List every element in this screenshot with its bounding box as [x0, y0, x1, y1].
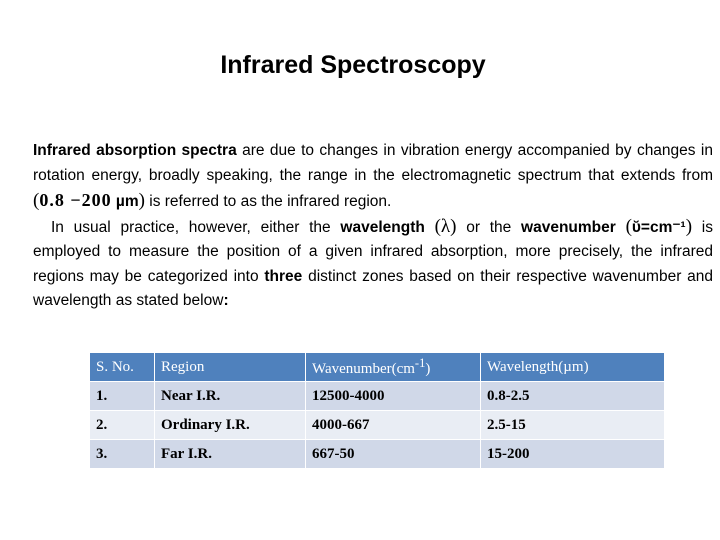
- header-wavelength: Wavelength(µm): [481, 353, 665, 382]
- table-row: [90, 440, 665, 469]
- header-sno: S. No.: [90, 353, 155, 382]
- header-wavenumber-close: ): [425, 361, 431, 377]
- wavenumber-term: wavenumber: [521, 218, 616, 236]
- cell-wavenumber: 667-50: [306, 440, 481, 469]
- header-region: Region: [155, 353, 306, 382]
- cell-region: Far I.R.: [155, 440, 306, 469]
- bold-lead: Infrared absorption spectra: [33, 142, 237, 159]
- wavenumber-close-paren: ): [685, 215, 693, 237]
- cell-wavelength: 15-200: [481, 440, 665, 469]
- header-wavenumber: [306, 353, 481, 382]
- header-wavenumber-sup: -1: [414, 356, 426, 370]
- cell-wavenumber: 12500-4000: [306, 382, 481, 411]
- paragraph-2-text-1: In usual practice, however, either the: [51, 218, 341, 236]
- range-unit: µm: [111, 193, 139, 210]
- paragraph-2-text-2: or the: [456, 218, 522, 236]
- lambda-symbol: (λ): [434, 215, 457, 237]
- table-row: [90, 411, 665, 440]
- cell-region: Ordinary I.R.: [155, 411, 306, 440]
- range-value: 0.8 −200: [39, 190, 112, 210]
- cell-wavelength: 0.8-2.5: [481, 382, 665, 411]
- table-row: [90, 382, 665, 411]
- range-open-paren: (: [33, 190, 40, 211]
- cell-wavenumber: 4000-667: [306, 411, 481, 440]
- paragraph-1: [33, 139, 713, 215]
- wavenumber-symbol: ῠ=cm⁻¹: [631, 218, 686, 236]
- paragraph-1-text-1: are due to changes in vibration energy accompanied by changes in rotation energy, broadly speaking, the range in the electromagnetic spectrum that extends from: [33, 142, 713, 184]
- cell-wavelength: 2.5-15: [481, 411, 665, 440]
- page-title: Infrared Spectroscopy: [220, 51, 486, 79]
- table-header-row: [90, 353, 665, 382]
- body-text: [33, 139, 713, 314]
- paragraph-2: [33, 215, 713, 314]
- range-close-paren: ): [138, 190, 145, 211]
- cell-sno: 1.: [90, 382, 155, 411]
- cell-sno: 2.: [90, 411, 155, 440]
- three-term: three: [264, 267, 303, 285]
- paragraph-2-text-4: distinct zones based on their respective wavenumber and wavelength as stated below: [33, 267, 713, 309]
- header-wavenumber-label: Wavenumber(cm: [312, 361, 415, 377]
- paragraph-2-text-3: is employed to measure the position of a given infrared absorption, more precisely, the infrared regions may be categorized into: [33, 218, 713, 285]
- wavenumber-open-paren: (: [625, 215, 632, 237]
- wavelength-term: wavelength: [340, 218, 425, 236]
- paragraph-1-text-2: is referred to as the infrared region.: [144, 193, 392, 210]
- cell-region: Near I.R.: [155, 382, 306, 411]
- ir-regions-table: [89, 352, 665, 469]
- end-colon: :: [223, 292, 229, 309]
- cell-sno: 3.: [90, 440, 155, 469]
